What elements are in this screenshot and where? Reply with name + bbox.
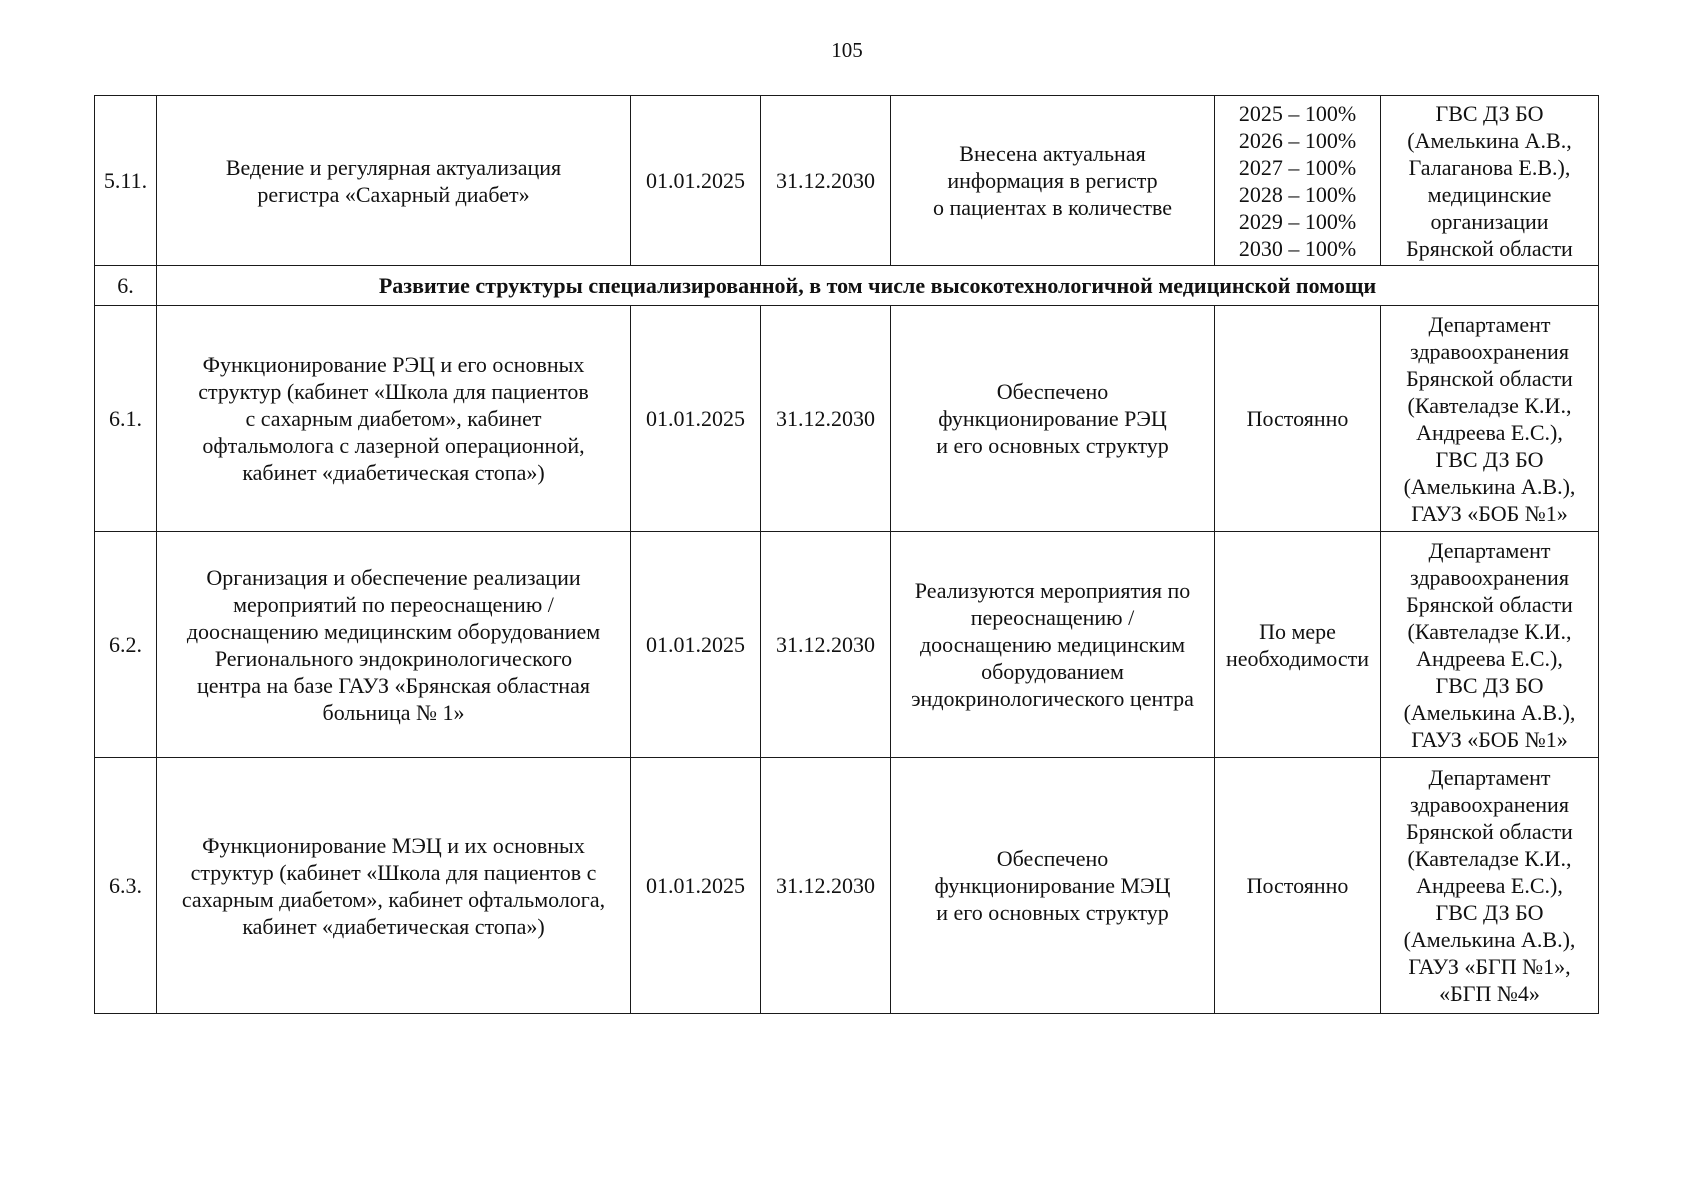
responsible-line: здравоохранения [1410, 792, 1569, 817]
responsible-line: Департамент [1428, 537, 1551, 563]
activity-line: больница № 1» [322, 699, 465, 725]
responsible-line: Андреева Е.С.), [1416, 873, 1563, 898]
activity-line: Функционирование МЭЦ и их основных [202, 832, 585, 858]
responsible-line: Департамент [1428, 311, 1551, 337]
responsible-line: (Амелькина А.В.), [1403, 927, 1576, 952]
responsible-line: ГАУЗ «БОБ №1» [1411, 500, 1568, 526]
activity-line: с сахарным диабетом», кабинет [245, 406, 542, 431]
start-date: 01.01.2025 [631, 758, 761, 1014]
responsible-line: ГВС ДЗ БО [1435, 900, 1544, 925]
result-line: и его основных структур [936, 433, 1169, 458]
result-line: Внесена актуальная [959, 141, 1146, 166]
indicator-cell [1215, 306, 1381, 532]
responsible-line: Брянской области [1406, 235, 1573, 261]
result-cell [891, 96, 1215, 266]
responsible-line: ГВС ДЗ БО [1435, 672, 1544, 698]
start-date: 01.01.2025 [631, 96, 761, 266]
table-row [95, 532, 1599, 758]
responsible-line: ГВС ДЗ БО [1435, 100, 1544, 126]
activity-line: центра на базе ГАУЗ «Брянская областная [197, 672, 590, 698]
result-line: о пациентах в количестве [933, 195, 1172, 220]
responsible-line: здравоохранения [1410, 564, 1569, 590]
indicator-line: 2030 – 100% [1238, 235, 1357, 261]
end-date: 31.12.2030 [761, 532, 891, 758]
row-number: 6.3. [95, 758, 157, 1014]
plan-table-body [95, 96, 1599, 1014]
result-line: переоснащению / [970, 605, 1135, 630]
end-date: 31.12.2030 [761, 306, 891, 532]
section-title: Развитие структуры специализированной, в том числе высокотехнологичной медицинской помощи [157, 266, 1599, 306]
activity-line: офтальмолога с лазерной операционной, [202, 433, 585, 458]
result-line: функционирование МЭЦ [934, 873, 1171, 898]
responsible-line: «БГП №4» [1439, 981, 1540, 1006]
table-row [95, 758, 1599, 1014]
result-line: оборудованием [981, 659, 1124, 684]
responsible-line: Галаганова Е.В.), [1408, 154, 1571, 180]
activity-line: структур (кабинет «Школа для пациентов с [190, 859, 597, 885]
responsible-cell [1381, 532, 1599, 758]
indicator-line: 2025 – 100% [1238, 100, 1357, 126]
result-cell [891, 306, 1215, 532]
responsible-line: (Амелькина А.В.), [1403, 699, 1576, 725]
indicator-cell [1215, 758, 1381, 1014]
indicator-line: 2027 – 100% [1238, 154, 1357, 180]
row-number: 6.2. [95, 532, 157, 758]
activity-cell [157, 758, 631, 1014]
activity-line: Регионального эндокринологического [214, 645, 573, 671]
activity-line: регистра «Сахарный диабет» [257, 181, 530, 207]
responsible-line: Брянской области [1406, 591, 1573, 617]
responsible-cell [1381, 96, 1599, 266]
row-number: 6.1. [95, 306, 157, 532]
result-line: Реализуются мероприятия по [914, 578, 1191, 603]
responsible-line: (Амелькина А.В.), [1403, 473, 1576, 499]
activity-line: Функционирование РЭЦ и его основных [202, 352, 585, 377]
result-line: Обеспечено [996, 379, 1109, 404]
responsible-line: Андреева Е.С.), [1416, 419, 1563, 445]
indicator-line: 2028 – 100% [1238, 181, 1357, 207]
section-number: 6. [95, 266, 157, 306]
end-date: 31.12.2030 [761, 758, 891, 1014]
result-line: Обеспечено [996, 846, 1109, 871]
table-row [95, 306, 1599, 532]
activity-line: сахарным диабетом», кабинет офтальмолога, [181, 886, 606, 912]
activity-line: мероприятий по переоснащению / [233, 591, 554, 617]
responsible-line: Департамент [1428, 765, 1551, 790]
activity-line: Ведение и регулярная актуализация [225, 154, 562, 180]
responsible-line: (Кавтеладзе К.И., [1407, 846, 1572, 871]
result-line: дооснащению медицинским [919, 632, 1186, 657]
indicator-line: 2026 – 100% [1238, 127, 1357, 153]
activity-line: кабинет «диабетическая стопа») [242, 460, 545, 485]
activity-line: кабинет «диабетическая стопа») [242, 913, 545, 939]
end-date: 31.12.2030 [761, 96, 891, 266]
indicator-cell [1215, 96, 1381, 266]
result-line: эндокринологического центра [911, 686, 1194, 711]
indicator-line: По мере [1259, 618, 1336, 644]
section-row [95, 266, 1599, 306]
responsible-line: (Амелькина А.В., [1407, 127, 1572, 153]
indicator-line: необходимости [1225, 645, 1369, 671]
row-number: 5.11. [95, 96, 157, 266]
activity-line: дооснащению медицинским оборудованием [186, 618, 601, 644]
indicator-line: 2029 – 100% [1238, 208, 1357, 234]
activity-cell [157, 96, 631, 266]
indicator-line: Постоянно [1246, 873, 1349, 898]
responsible-line: (Кавтеладзе К.И., [1407, 392, 1572, 418]
responsible-line: ГАУЗ «БОБ №1» [1411, 726, 1568, 752]
responsible-cell [1381, 758, 1599, 1014]
start-date: 01.01.2025 [631, 532, 761, 758]
responsible-line: организации [1430, 208, 1549, 234]
result-line: функционирование РЭЦ [938, 406, 1167, 431]
activity-cell [157, 532, 631, 758]
indicator-line: Постоянно [1246, 406, 1349, 431]
responsible-line: Брянской области [1406, 365, 1573, 391]
result-cell [891, 532, 1215, 758]
activity-line: структур (кабинет «Школа для пациентов [198, 379, 589, 404]
result-line: и его основных структур [936, 900, 1169, 925]
responsible-line: ГВС ДЗ БО [1435, 446, 1544, 472]
table-row [95, 96, 1599, 266]
result-cell [891, 758, 1215, 1014]
activity-line: Организация и обеспечение реализации [206, 564, 581, 590]
page-number: 105 [831, 38, 863, 62]
result-line: информация в регистр [947, 168, 1158, 193]
responsible-line: ГАУЗ «БГП №1», [1408, 954, 1571, 979]
responsible-line: (Кавтеладзе К.И., [1407, 618, 1572, 644]
activity-cell [157, 306, 631, 532]
responsible-line: медицинские [1427, 181, 1552, 207]
responsible-line: Андреева Е.С.), [1416, 645, 1563, 671]
plan-table [94, 95, 1599, 1014]
responsible-cell [1381, 306, 1599, 532]
start-date: 01.01.2025 [631, 306, 761, 532]
indicator-cell [1215, 532, 1381, 758]
responsible-line: здравоохранения [1410, 338, 1569, 364]
responsible-line: Брянской области [1406, 819, 1573, 844]
